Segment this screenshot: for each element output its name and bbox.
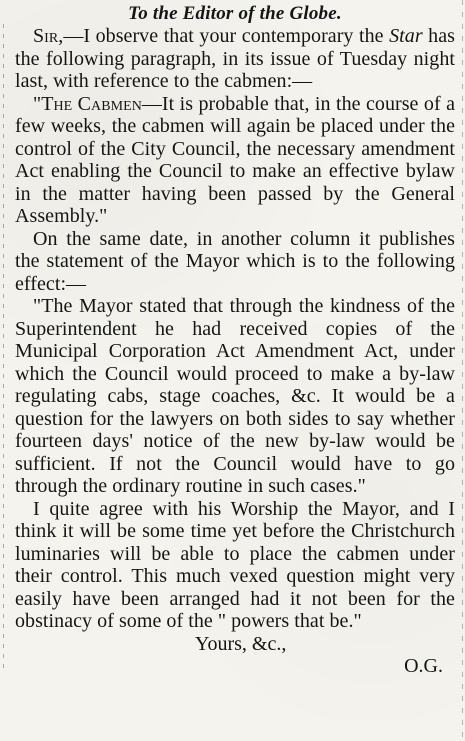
paragraph-intro xyxy=(15,25,455,93)
intro-text-2: has the following paragraph, in its issue of Tuesday night last, with reference to the cabmen:— xyxy=(15,25,455,92)
closing-line: Yours, &c., xyxy=(195,632,287,655)
paragraph-quote-cabmen xyxy=(15,93,455,228)
left-column-rule xyxy=(3,24,4,674)
signature: O.G. xyxy=(404,655,443,677)
intro-text-1: —I observe that your contemporary the xyxy=(63,25,390,47)
right-column-rule xyxy=(462,0,463,741)
paragraph-same-date: On the same date, in another column it publishes the statement of the Mayor which is to the following effect:— xyxy=(15,227,455,295)
paragraph-mayor-statement: "The Mayor stated that through the kindness of the Superintendent he had received copies of the Municipal Corporation Act Amendment Act, under which the Council would proceed to make a by-law regulating cabs, stage coaches, &c. It would be a question for the lawyers on both sides to say whether fourteen days' notice of the new by-law would be sufficient. If not the Council would have to go through the ordinary routine in such cases." xyxy=(15,295,455,497)
quote-lead: "The Cabmen xyxy=(33,92,142,115)
paragraph-opinion: I quite agree with his Worship the Mayor, and I think it will be some time yet before the Christchurch luminaries will be able to place the cabmen under their control. This much vexed question might very easily have been arranged had it not been for the obstinacy of some of the " powers that be." xyxy=(15,497,455,632)
salutation: Sir, xyxy=(33,25,64,47)
newspaper-name: Star xyxy=(389,25,423,47)
letter-heading: To the Editor of the Globe. xyxy=(128,3,342,24)
quote-cabmen-text: —It is probable that, in the course of a few weeks, the cabmen will again be placed under the control of the City Council, the necessary amendment Act enabling the Council to make an effective bylaw in the matter having been passed by the General Assembly." xyxy=(15,92,455,227)
